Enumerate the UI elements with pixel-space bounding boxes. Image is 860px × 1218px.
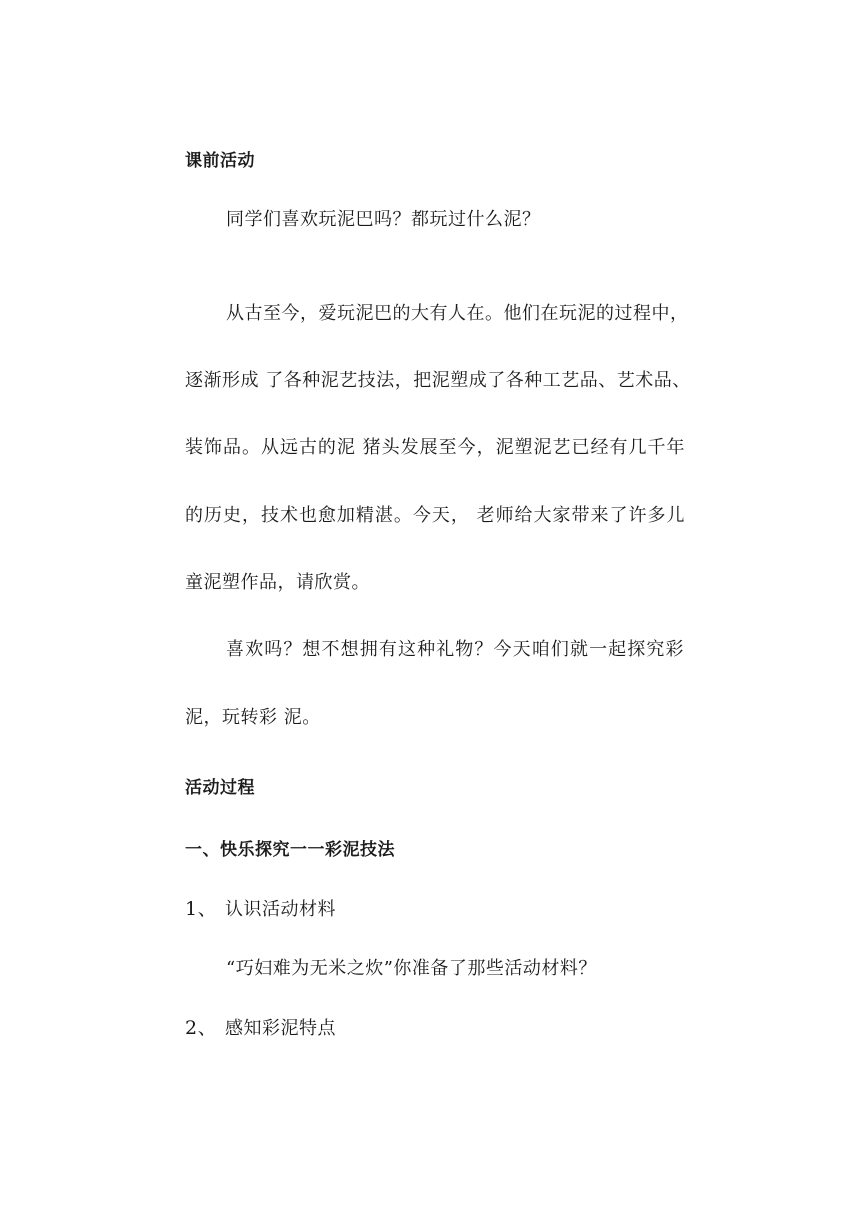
history-line-3: 装饰品。从远古的泥 猪头发展至今，泥塑泥艺已经有几千年	[185, 437, 685, 458]
heading-process: 活动过程	[185, 778, 255, 798]
step-2-label: 感知彩泥特点	[225, 1018, 336, 1039]
step-1-text: “巧妇难为无米之炊”你准备了那些活动材料？	[226, 958, 597, 979]
heading-before-class: 课前活动	[185, 151, 255, 171]
history-line-5: 童泥塑作品，请欣赏。	[185, 572, 370, 593]
step-2	[185, 1016, 336, 1041]
history-line-1: 从古至今，爱玩泥巴的大有人在。他们在玩泥的过程中，	[226, 303, 689, 324]
intro-question: 同学们喜欢玩泥巴吗？都玩过什么泥？	[226, 209, 541, 230]
step-1-number: 1、	[185, 898, 218, 920]
section-one-title: 一、快乐探究一一彩泥技法	[185, 840, 395, 860]
step-2-number: 2、	[185, 1017, 218, 1039]
history-line-2: 逐渐形成 了各种泥艺技法，把泥塑成了各种工艺品、艺术品、	[185, 370, 691, 391]
invite-line-1: 喜欢吗？想不想拥有这种礼物？今天咱们就一起探究彩	[226, 639, 684, 660]
invite-line-2: 泥，玩转彩 泥。	[185, 707, 321, 728]
step-1	[185, 897, 336, 922]
history-line-4: 的历史，技术也愈加精湛。今天， 老师给大家带来了许多儿	[185, 505, 685, 526]
step-1-label: 认识活动材料	[225, 899, 336, 920]
